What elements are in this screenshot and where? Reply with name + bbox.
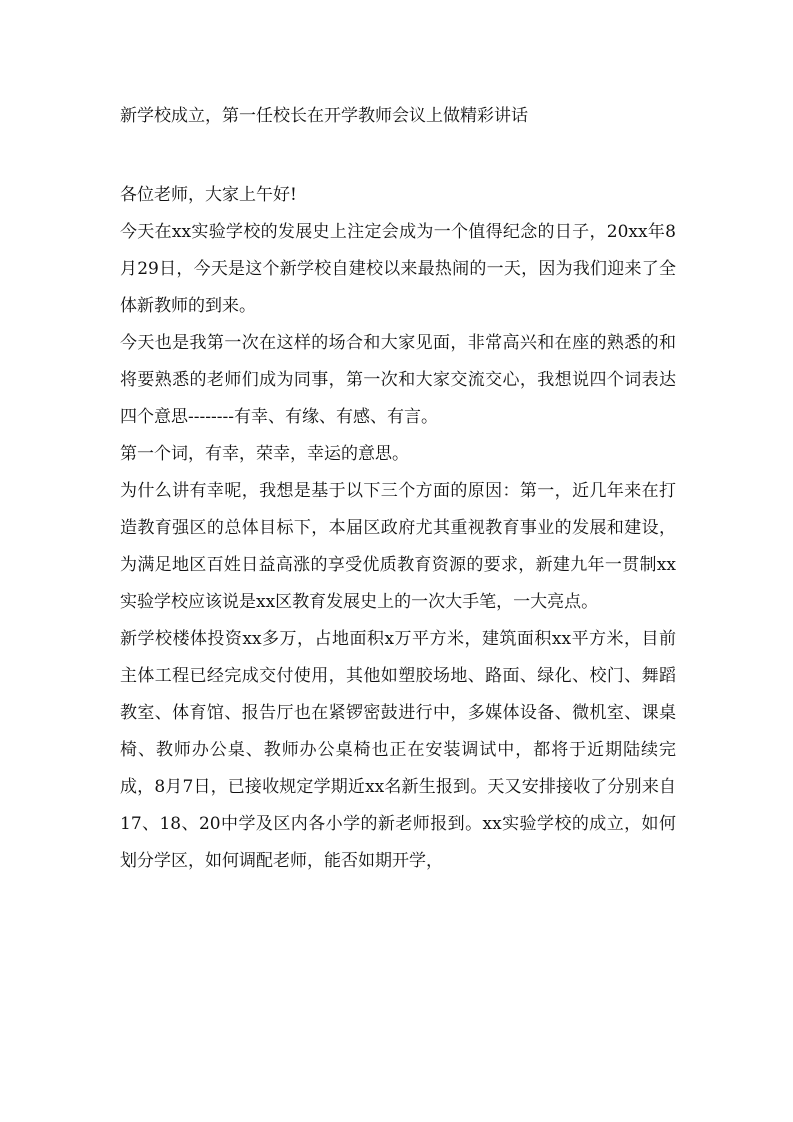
paragraph-greeting: 各位老师，大家上午好! <box>120 185 297 205</box>
paragraph-reasons: 为什么讲有幸呢，我想是基于以下三个方面的原因：第一，近几年来在打造教育强区的总体目标下，本届区政府尤其重视教育事业的发展和建设，为满足地区百姓日益高涨的享受优质教育资源的要求，新建九年一贯制xx实验学校应该说是xx区教育发展史上的一次大手笔，一大亮点。 <box>120 481 676 612</box>
document-title: 新学校成立，第一任校长在开学教师会议上做精彩讲话 <box>120 106 528 126</box>
paragraph-opening: 今天在xx实验学校的发展史上注定会成为一个值得纪念的日子，20xx年8月29日，今天是这个新学校自建校以来最热闹的一天，因为我们迎来了全体新教师的到来。 <box>120 222 676 316</box>
paragraph-investment: 新学校楼体投资xx多万，占地面积x万平方米，建筑面积xx平方米，目前主体工程已经完成交付使用，其他如塑胶场地、路面、绿化、校门、舞蹈教室、体育馆、报告厅也在紧锣密鼓进行中，多媒体设备、微机室、课桌椅、教师办公桌、教师办公桌椅也正在安装调试中，都将于近期陆续完成，8月7日，已接收规定学期近xx名新生报到。天又安排接收了分别来自17、18、20中学及区内各小学的新老师报到。xx实验学校的成立，如何划分学区，如何调配老师，能否如期开学， <box>120 629 676 871</box>
document-body <box>120 100 676 880</box>
paragraph-first-word: 第一个词，有幸，荣幸，幸运的意思。 <box>120 444 409 464</box>
paragraph-four-words: 今天也是我第一次在这样的场合和大家见面，非常高兴和在座的熟悉的和将要熟悉的老师们成为同事，第一次和大家交流交心，我想说四个词表达四个意思--------有幸、有缘、有感、有言。 <box>120 333 676 427</box>
